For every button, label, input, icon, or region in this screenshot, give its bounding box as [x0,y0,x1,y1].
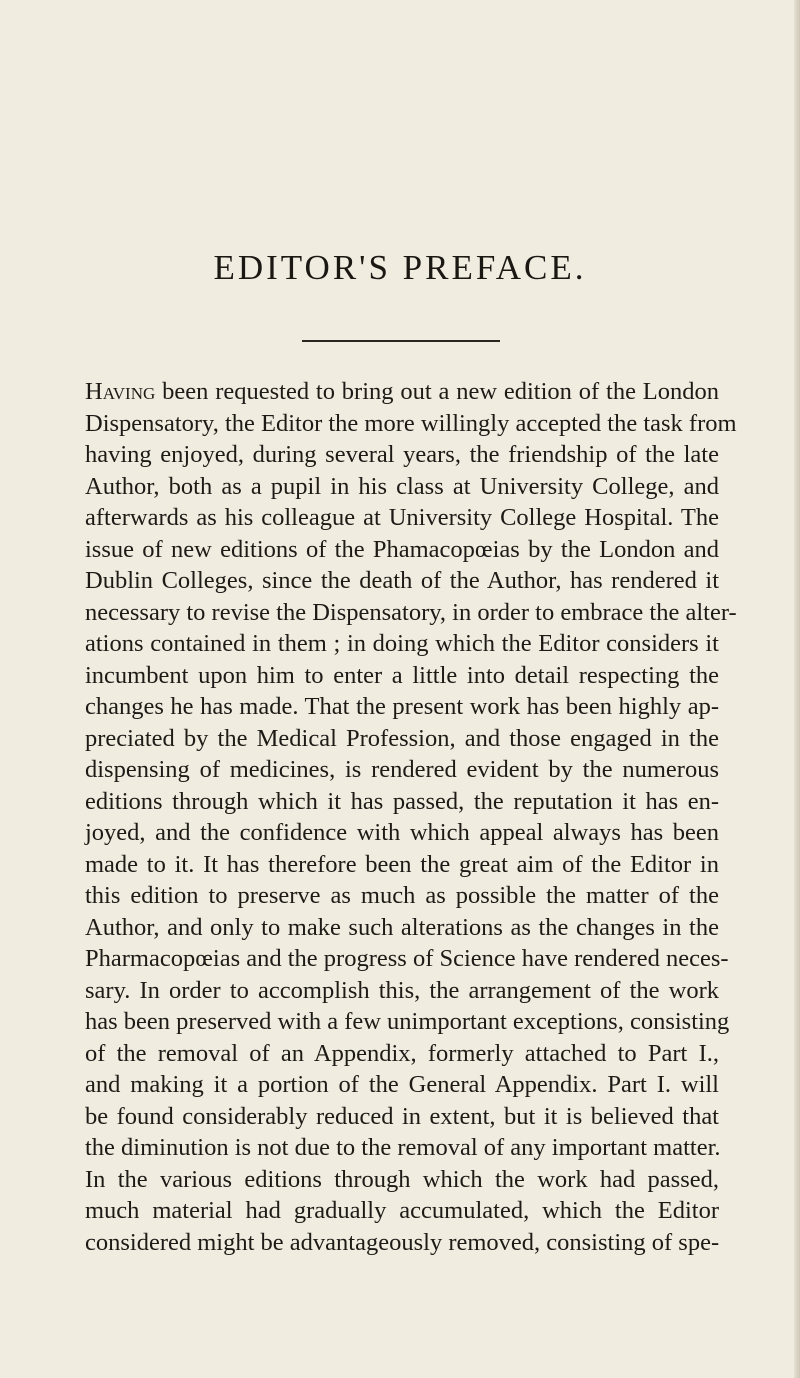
text-line: In the various editions through which the work had passed, [85,1165,719,1193]
text-line: joyed, and the confidence with which appeal always has been [85,819,719,846]
text-line: Author, and only to make such alterations as the changes in the [85,913,719,941]
text-line: much material had gradually accumulated, which the Editor [85,1197,719,1224]
text-line: Pharmacopœias and the progress of Science have rendered neces- [85,945,729,972]
page-title: EDITOR'S PREFACE. [213,248,587,287]
text-line: afterwards as his colleague at University College Hospital. The [85,504,719,531]
page-edge-shadow [794,0,800,1378]
text-line: changes he has made. That the present work has been highly ap- [85,693,719,720]
text-line-content: been requested to bring out a new edition of the London [155,378,719,405]
text-line [85,376,719,408]
text-line: Author, both as a pupil in his class at University College, and [85,472,719,500]
text-line: preciated by the Medical Profession, and those engaged in the [85,724,719,752]
text-line: issue of new editions of the Phamacopœias by the London and [85,535,719,563]
text-line: sary. In order to accomplish this, the arrangement of the work [85,976,719,1004]
text-line: this edition to preserve as much as possible the matter of the [85,882,719,909]
title-rule [302,340,500,342]
text-line: Dublin Colleges, since the death of the Author, has rendered it [85,567,719,594]
text-line: editions through which it has passed, the reputation it has en- [85,787,719,815]
text-line: of the removal of an Appendix, formerly attached to Part I., [85,1039,719,1067]
text-line: be found considerably reduced in extent, but it is believed that [85,1102,719,1130]
text-line: dispensing of medicines, is rendered evident by the numerous [85,756,719,783]
text-line: Dispensatory, the Editor the more willingly accepted the task from [85,409,737,437]
text-line: has been preserved with a few unimportant exceptions, consisting [85,1008,730,1035]
text-line: incumbent upon him to enter a little into detail respecting the [85,661,719,689]
preface-body [85,376,737,1258]
text-line: made to it. It has therefore been the great aim of the Editor in [85,850,719,878]
text-line: considered might be advantageously removed, consisting of spe- [85,1228,720,1256]
text-line: necessary to revise the Dispensatory, in order to embrace the alter- [85,598,737,626]
text-line: the diminution is not due to the removal of any important matter. [85,1134,721,1161]
first-word: Having [85,378,156,405]
text-line: ations contained in them ; in doing which the Editor considers it [85,630,719,657]
text-line: and making it a portion of the General Appendix. Part I. will [85,1071,719,1098]
text-line: having enjoyed, during several years, the friendship of the late [85,441,719,468]
